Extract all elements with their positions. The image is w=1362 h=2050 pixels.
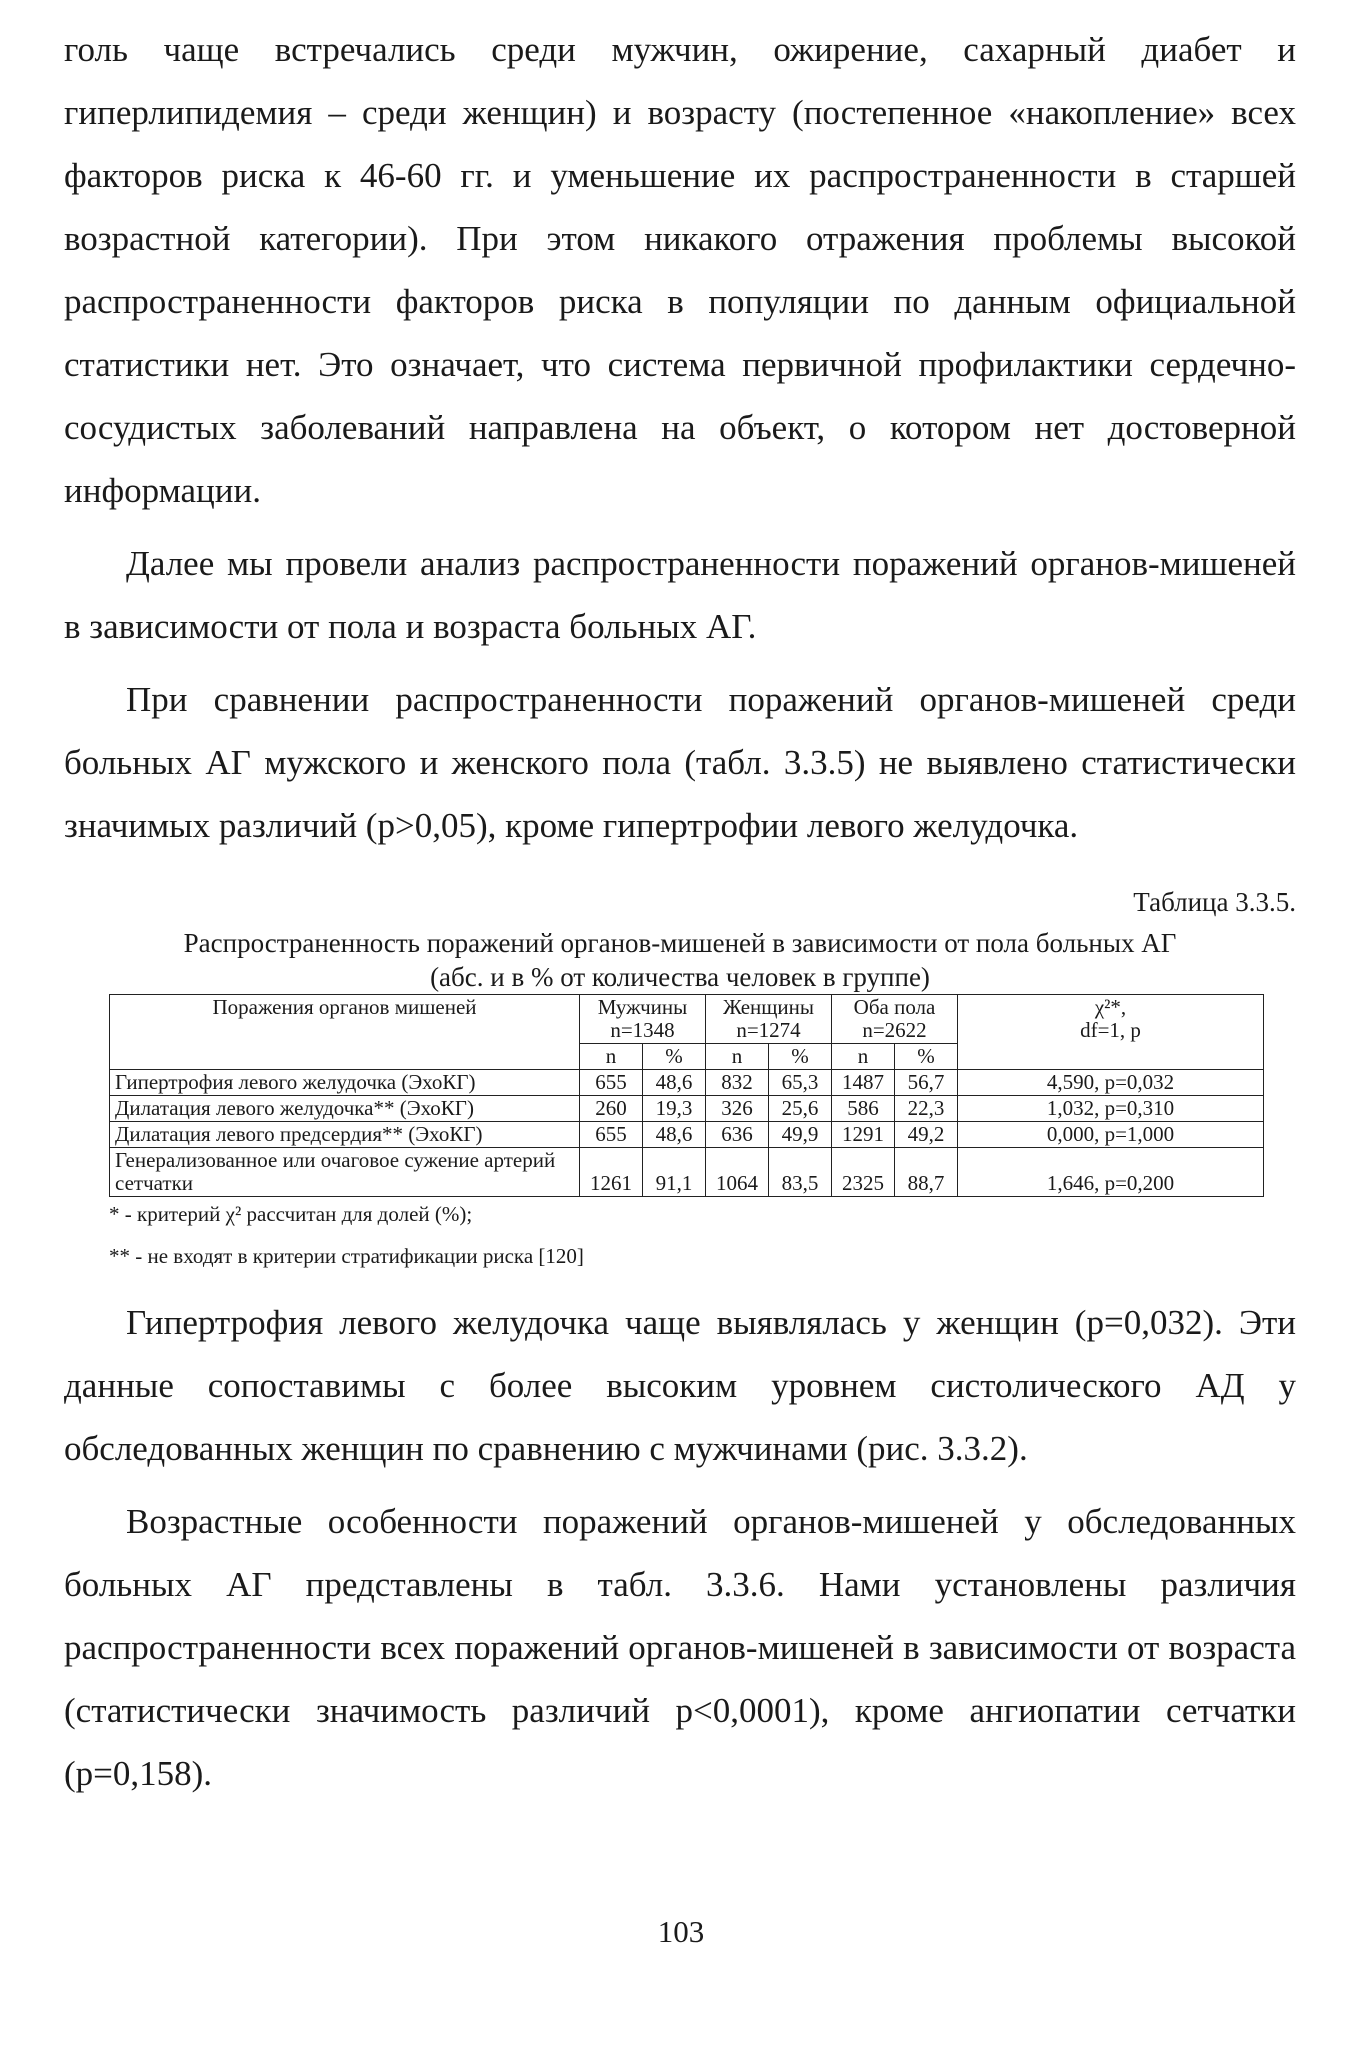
table-title-line1: Распространенность поражений органов-мишеней в зависимости от пола больных АГ [183,928,1177,958]
cell-men-n: 1261 [580,1148,643,1197]
table-label: Таблица 3.3.5. [1133,887,1296,917]
cell-both-pct: 56,7 [895,1070,958,1096]
subheader-pct: % [643,1044,706,1070]
footnote-2: ** - не входят в критерии стратификации риска [120] [109,1244,584,1268]
cell-both-pct: 22,3 [895,1096,958,1122]
cell-men-n: 260 [580,1096,643,1122]
document-page [64,18,1296,1805]
subheader-n: n [832,1044,895,1070]
paragraph-2: Далее мы провели анализ распространенности поражений органов-мишеней в зависимости от пола и возраста больных АГ. [64,544,1296,646]
table-row [110,1148,1264,1197]
cell-both-pct: 88,7 [895,1148,958,1197]
cell-chi: 0,000, p=1,000 [958,1122,1264,1148]
cell-men-pct: 91,1 [643,1148,706,1197]
cell-men-pct: 48,6 [643,1122,706,1148]
cell-women-pct: 65,3 [769,1070,832,1096]
subheader-n: n [706,1044,769,1070]
header-women: Женщины n=1274 [706,995,832,1044]
subheader-pct: % [895,1044,958,1070]
cell-both-n: 586 [832,1096,895,1122]
subheader-pct: % [769,1044,832,1070]
header-both: Оба пола n=2622 [832,995,958,1044]
row-name: Гипертрофия левого желудочка (ЭхоКГ) [110,1070,580,1096]
table-row [110,1096,1264,1122]
cell-both-n: 1291 [832,1122,895,1148]
cell-both-n: 2325 [832,1148,895,1197]
paragraph-1: голь чаще встречались среди мужчин, ожирение, сахарный диабет и гиперлипидемия – среди женщин) и возрасту (постепенное «накопление» всех факторов риска к 46-60 гг. и уменьшение их распространенности в старшей возрастной категории). При этом никакого отражения проблемы высокой распространенности факторов риска в популяции по данным официальной статистики нет. Это означает, что система первичной профилактики сердечно-сосудистых заболеваний направлена на объект, о котором нет достоверной информации. [64,30,1296,510]
row-name: Дилатация левого предсердия** (ЭхоКГ) [110,1122,580,1148]
table-row [110,1070,1264,1096]
header-chi: χ²*, df=1, p [958,995,1264,1070]
header-men: Мужчины n=1348 [580,995,706,1044]
cell-women-n: 832 [706,1070,769,1096]
table-header-row [110,995,1264,1044]
paragraph-3: При сравнении распространенности поражений органов-мишеней среди больных АГ мужского и женского пола (табл. 3.3.5) не выявлено статистически значимых различий (p>0,05), кроме гипертрофии левого желудочка. [64,680,1296,845]
cell-both-pct: 49,2 [895,1122,958,1148]
table-title-line2: (абс. и в % от количества человек в группе) [430,962,930,992]
cell-women-n: 326 [706,1096,769,1122]
cell-men-n: 655 [580,1122,643,1148]
row-name: Генерализованное или очаговое сужение артерий сетчатки [110,1148,580,1197]
paragraph-5: Возрастные особенности поражений органов-мишеней у обследованных больных АГ представлены в табл. 3.3.6. Нами установлены различия распространенности всех поражений органов-мишеней в зависимости от возраста (статистически значимость различий p<0,0001), кроме ангиопатии сетчатки (p=0,158). [64,1502,1296,1793]
row-name: Дилатация левого желудочка** (ЭхоКГ) [110,1096,580,1122]
paragraph-4: Гипертрофия левого желудочка чаще выявлялась у женщин (p=0,032). Эти данные сопоставимы с более высоким уровнем систолического АД у обследованных женщин по сравнению с мужчинами (рис. 3.3.2). [64,1303,1296,1468]
subheader-n: n [580,1044,643,1070]
header-name: Поражения органов мишеней [110,995,580,1070]
cell-women-pct: 49,9 [769,1122,832,1148]
cell-chi: 4,590, p=0,032 [958,1070,1264,1096]
cell-women-pct: 25,6 [769,1096,832,1122]
cell-men-pct: 19,3 [643,1096,706,1122]
cell-men-pct: 48,6 [643,1070,706,1096]
cell-chi: 1,032, p=0,310 [958,1096,1264,1122]
cell-women-n: 1064 [706,1148,769,1197]
cell-men-n: 655 [580,1070,643,1096]
footnote-1: * - критерий χ² рассчитан для долей (%); [109,1202,473,1226]
cell-women-pct: 83,5 [769,1148,832,1197]
table-row [110,1122,1264,1148]
data-table [109,994,1264,1197]
cell-women-n: 636 [706,1122,769,1148]
page-number: 103 [657,1914,705,1949]
cell-both-n: 1487 [832,1070,895,1096]
cell-chi: 1,646, p=0,200 [958,1148,1264,1197]
